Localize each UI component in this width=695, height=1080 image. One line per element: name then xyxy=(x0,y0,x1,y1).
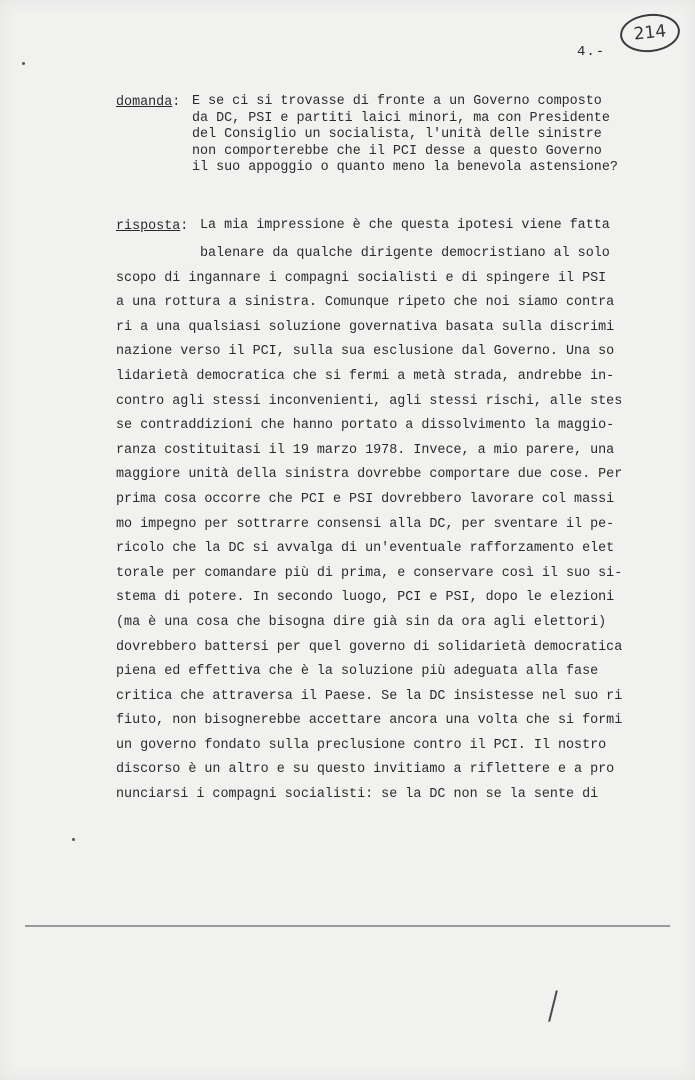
answer-line: scopo di ingannare i compagni socialisti e di spingere il PSI xyxy=(116,270,607,286)
answer-line: se contraddizioni che hanno portato a dissolvimento la maggio- xyxy=(116,418,615,434)
answer-label: risposta: xyxy=(116,219,189,234)
answer-line: a una rottura a sinistra. Comunque ripeto che noi siamo contra xyxy=(116,295,615,311)
question-line: E se ci si trovasse di fronte a un Governo composto xyxy=(192,94,602,109)
question-line: da DC, PSI e partiti laici minori, ma con Presidente xyxy=(192,110,610,126)
scan-speck xyxy=(22,62,25,65)
page-fold-line xyxy=(25,925,670,927)
question-text xyxy=(192,94,662,177)
answer-line: maggiore unità della sinistra dovrebbe comportare due cose. Per xyxy=(116,467,623,483)
answer-line: nazione verso il PCI, sulla sua esclusione dal Governo. Una so xyxy=(116,344,615,360)
question-label: domanda: xyxy=(116,95,181,110)
answer-line: discorso è un altro e su questo invitiamo a riflettere e a pro xyxy=(116,762,615,778)
scan-speck xyxy=(72,838,75,841)
answer-line: balenare da qualche dirigente democristiano al solo xyxy=(200,246,610,261)
answer-line: critica che attraversa il Paese. Se la DC insistesse nel suo ri xyxy=(116,688,623,704)
answer-line: (ma è una cosa che bisogna dire già sin da ora agli elettori) xyxy=(116,614,607,630)
answer-line: contro agli stessi inconvenienti, agli stessi rischi, alle stes xyxy=(116,393,623,409)
question-line: del Consiglio un socialista, l'unità delle sinistre xyxy=(192,127,602,142)
answer-line: nunciarsi i compagni socialisti: se la DC non se la sente di xyxy=(116,787,599,803)
pen-mark xyxy=(548,990,557,1021)
answer-line: ranza costituitasi il 19 marzo 1978. Invece, a mio parere, una xyxy=(116,442,615,458)
question-line: non comporterebbe che il PCI desse a questo Governo xyxy=(192,143,602,159)
answer-first-line: La mia impressione è che questa ipotesi viene fatta xyxy=(200,218,610,233)
answer-line: dovrebbero battersi per quel governo di solidarietà democratica xyxy=(116,639,623,655)
archive-page-stamp xyxy=(618,11,682,55)
answer-line: torale per comandare più di prima, e conservare così il suo si- xyxy=(116,565,623,581)
answer-line: prima cosa occorre che PCI e PSI dovrebbero lavorare col massi xyxy=(116,491,615,507)
answer-line: lidarietà democratica che si fermi a metà strada, andrebbe in- xyxy=(116,368,615,384)
answer-line: stema di potere. In secondo luogo, PCI e PSI, dopo le elezioni xyxy=(116,590,615,606)
answer-line: un governo fondato sulla preclusione contro il PCI. Il nostro xyxy=(116,737,607,753)
question-line: il suo appoggio o quanto meno la benevola astensione? xyxy=(192,160,618,175)
answer-line: ri a una qualsiasi soluzione governativa basata sulla discrimi xyxy=(116,319,615,335)
page-number: 4.- xyxy=(577,44,606,60)
answer-line: piena ed effettiva che è la soluzione più adeguata alla fase xyxy=(116,664,599,680)
answer-line: fiuto, non bisognerebbe accettare ancora una volta che si formi xyxy=(116,713,623,729)
answer-line: ricolo che la DC si avvalga di un'eventuale rafforzamento elet xyxy=(116,541,615,557)
archive-stamp-number: 214 xyxy=(632,21,668,45)
answer-line: mo impegno per sottrarre consensi alla DC, per sventare il pe- xyxy=(116,516,615,532)
answer-text xyxy=(116,242,656,808)
